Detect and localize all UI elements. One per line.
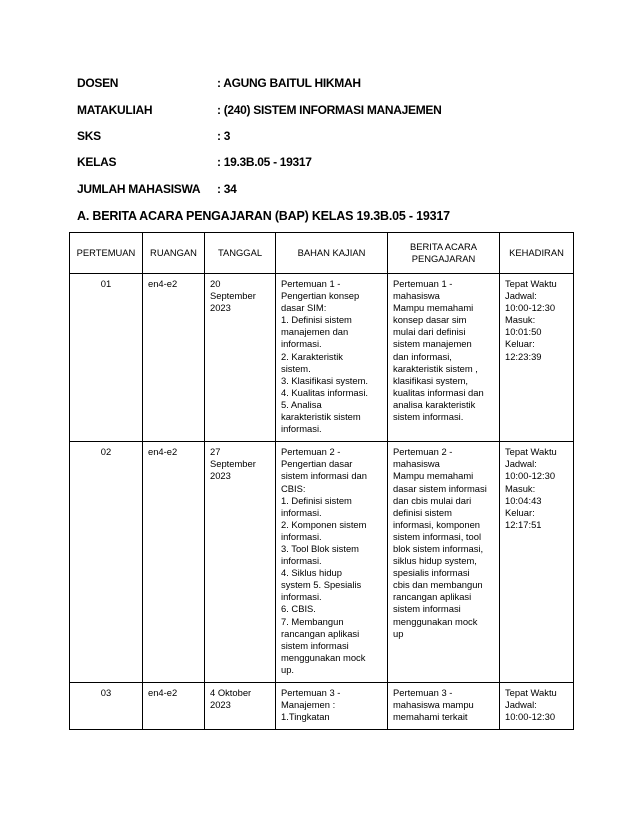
cell-pertemuan xyxy=(70,274,143,442)
cell-line: menggunakan mock xyxy=(281,651,366,663)
header-ruangan: RUANGAN xyxy=(143,233,205,274)
cell-bahan-kajian xyxy=(276,683,388,730)
cell-line: CBIS: xyxy=(281,482,306,494)
cell-line: mahasiswa xyxy=(393,458,440,470)
cell-line: Keluar: xyxy=(505,506,535,518)
cell-line: Masuk: xyxy=(505,482,536,494)
cell-line: Pertemuan 1 - xyxy=(281,278,341,289)
cell-line: siklus hidup system, xyxy=(393,555,477,567)
cell-ruangan xyxy=(143,274,205,442)
cell-line: 20 xyxy=(210,278,221,289)
cell-line: 10:04:43 xyxy=(505,494,542,506)
info-label: MATAKULIAH xyxy=(77,103,153,117)
cell-line: sistem informasi xyxy=(393,603,461,615)
cell-line: 4. Kualitas informasi. xyxy=(281,386,369,398)
cell-line: sistem. xyxy=(281,362,311,374)
cell-line: Jadwal: xyxy=(505,699,537,711)
cell-ruangan xyxy=(143,683,205,730)
table-body xyxy=(70,274,574,730)
cell-line: September xyxy=(210,458,256,470)
cell-line: spesialis informasi xyxy=(393,567,470,579)
cell-line: 1. Definisi sistem xyxy=(281,494,352,506)
cell-line: dan cbis mulai dari xyxy=(393,494,472,506)
cell-line: Pertemuan 1 - xyxy=(393,278,453,289)
cell-line: 12:17:51 xyxy=(505,518,542,530)
cell-tanggal xyxy=(205,442,276,683)
cell-line: 5. Analisa xyxy=(281,398,322,410)
cell-text: 02 xyxy=(100,446,112,458)
cell-line: informasi. xyxy=(281,506,322,518)
cell-line: 10:01:50 xyxy=(505,326,542,338)
cell-ruangan xyxy=(143,442,205,683)
cell-line: 10:00-12:30 xyxy=(505,711,556,723)
cell-line: analisa karakteristik xyxy=(393,398,476,410)
cell-line: Jadwal: xyxy=(505,290,537,302)
cell-line: system 5. Spesialis xyxy=(281,579,362,591)
cell-line: 1.Tingkatan xyxy=(281,711,330,723)
cell-line: mahasiswa mampu xyxy=(393,699,474,711)
cell-pertemuan xyxy=(70,683,143,730)
header-berita-acara: BERITA ACARA PENGAJARAN xyxy=(388,233,500,274)
cell-kehadiran xyxy=(500,274,574,442)
cell-line: 6. CBIS. xyxy=(281,603,316,615)
cell-line: 4 Oktober xyxy=(210,687,252,698)
table-row xyxy=(70,442,574,683)
cell-text: en4-e2 xyxy=(148,687,178,698)
cell-line: up. xyxy=(281,663,295,675)
cell-line: mahasiswa xyxy=(393,290,440,302)
cell-line: Jadwal: xyxy=(505,458,537,470)
info-label: DOSEN xyxy=(77,76,119,90)
cell-line: kualitas informasi dan xyxy=(393,386,484,398)
cell-line: rancangan aplikasi xyxy=(281,627,360,639)
cell-line: blok sistem informasi, xyxy=(393,542,484,554)
cell-tanggal xyxy=(205,274,276,442)
cell-line: mulai dari definisi xyxy=(393,326,466,338)
cell-line: klasifikasi system, xyxy=(393,374,469,386)
info-label: SKS xyxy=(77,129,101,143)
cell-line: Pertemuan 3 - xyxy=(281,687,341,698)
info-value: : 19.3B.05 - 19317 xyxy=(217,155,312,169)
cell-line: 2023 xyxy=(210,699,231,711)
cell-line: 12:23:39 xyxy=(505,350,542,362)
cell-line: dasar sistem informasi xyxy=(393,482,487,494)
cell-line: 2. Karakteristik xyxy=(281,350,343,362)
cell-line: sistem informasi xyxy=(281,639,349,651)
cell-line: 7. Membangun xyxy=(281,615,344,627)
cell-line: Keluar: xyxy=(505,338,535,350)
table-header-row xyxy=(70,233,574,274)
table-row xyxy=(70,274,574,442)
info-label: JUMLAH MAHASISWA xyxy=(77,182,201,196)
cell-line: Pertemuan 3 - xyxy=(393,687,453,698)
section-title: A. BERITA ACARA PENGAJARAN (BAP) KELAS 19.3B.05 - 19317 xyxy=(77,209,450,223)
cell-line: Manajemen : xyxy=(281,699,336,711)
cell-line: menggunakan mock xyxy=(393,615,478,627)
cell-line: Tepat Waktu xyxy=(505,687,557,698)
cell-line: rancangan aplikasi xyxy=(393,591,472,603)
info-value: : AGUNG BAITUL HIKMAH xyxy=(217,76,361,90)
cell-bahan-kajian xyxy=(276,274,388,442)
cell-line: cbis dan membangun xyxy=(393,579,483,591)
cell-kehadiran xyxy=(500,442,574,683)
cell-text: en4-e2 xyxy=(148,278,178,289)
cell-text: en4-e2 xyxy=(148,446,178,458)
cell-line: Mampu memahami xyxy=(393,302,474,314)
info-value: : 3 xyxy=(217,129,231,143)
cell-line: karakteristik sistem , xyxy=(393,362,478,374)
cell-line: September xyxy=(210,290,256,302)
cell-line: Pengertian dasar xyxy=(281,458,353,470)
cell-line: informasi. xyxy=(281,338,322,350)
cell-line: 10:00-12:30 xyxy=(505,470,556,482)
cell-line: Mampu memahami xyxy=(393,470,474,482)
header-tanggal: TANGGAL xyxy=(205,233,276,274)
cell-line: sistem manajemen xyxy=(393,338,472,350)
cell-line: 3. Klasifikasi system. xyxy=(281,374,369,386)
cell-line: memahami terkait xyxy=(393,711,468,723)
cell-berita-acara xyxy=(388,683,500,730)
cell-line: Pengertian konsep xyxy=(281,290,360,302)
cell-line: Pertemuan 2 - xyxy=(393,446,453,458)
cell-pertemuan xyxy=(70,442,143,683)
cell-berita-acara xyxy=(388,274,500,442)
cell-tanggal xyxy=(205,683,276,730)
cell-line: 4. Siklus hidup xyxy=(281,567,342,579)
cell-line: up xyxy=(393,627,404,639)
cell-line: informasi, komponen xyxy=(393,518,481,530)
cell-kehadiran xyxy=(500,683,574,730)
cell-berita-acara xyxy=(388,442,500,683)
cell-line: informasi. xyxy=(281,423,322,435)
cell-text: 03 xyxy=(100,687,112,698)
cell-line: manajemen dan xyxy=(281,326,349,338)
cell-line: dasar SIM: xyxy=(281,302,327,314)
info-label: KELAS xyxy=(77,155,117,169)
cell-line: 27 xyxy=(210,446,221,458)
cell-line: dan informasi, xyxy=(393,350,452,362)
cell-line: Tepat Waktu xyxy=(505,278,557,289)
bap-table xyxy=(69,232,574,730)
cell-line: 2. Komponen sistem xyxy=(281,518,367,530)
cell-line: 2023 xyxy=(210,302,231,314)
cell-line: Pertemuan 2 - xyxy=(281,446,341,458)
cell-line: informasi. xyxy=(281,530,322,542)
info-value: : (240) SISTEM INFORMASI MANAJEMEN xyxy=(217,103,442,117)
cell-bahan-kajian xyxy=(276,442,388,683)
header-pertemuan: PERTEMUAN xyxy=(70,233,143,274)
cell-line: sistem informasi, tool xyxy=(393,530,482,542)
cell-line: 10:00-12:30 xyxy=(505,302,556,314)
cell-line: konsep dasar sim xyxy=(393,314,467,326)
cell-text: 01 xyxy=(100,278,112,289)
cell-line: informasi. xyxy=(281,591,322,603)
info-value: : 34 xyxy=(217,182,237,196)
cell-line: Tepat Waktu xyxy=(505,446,557,458)
cell-line: informasi. xyxy=(281,555,322,567)
cell-line: karakteristik sistem xyxy=(281,411,361,423)
cell-line: Masuk: xyxy=(505,314,536,326)
cell-line: sistem informasi dan xyxy=(281,470,367,482)
header-bahan-kajian: BAHAN KAJIAN xyxy=(276,233,388,274)
cell-line: 2023 xyxy=(210,470,231,482)
cell-line: 1. Definisi sistem xyxy=(281,314,352,326)
cell-line: 3. Tool Blok sistem xyxy=(281,542,359,554)
cell-line: definisi sistem xyxy=(393,506,452,518)
cell-line: sistem informasi. xyxy=(393,411,464,423)
table-row xyxy=(70,683,574,730)
header-kehadiran: KEHADIRAN xyxy=(500,233,574,274)
